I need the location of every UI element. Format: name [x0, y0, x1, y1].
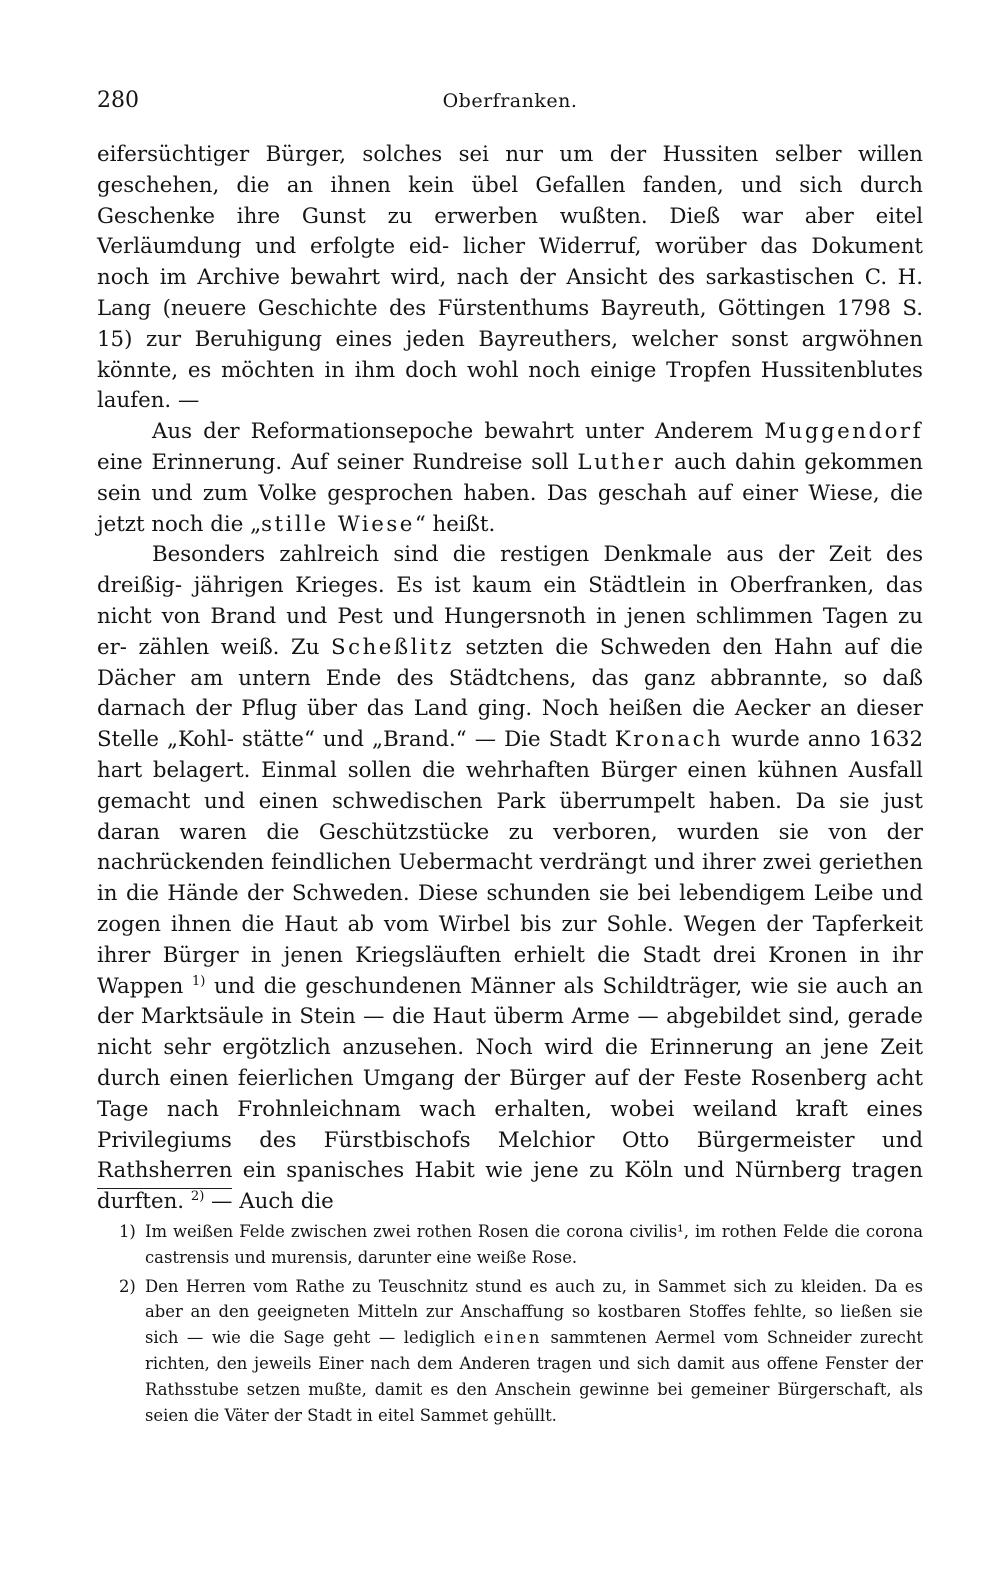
footnote-marker: 2)	[119, 1276, 136, 1296]
main-text	[97, 140, 923, 1218]
footnote-ref-1[interactable]: 1)	[191, 973, 206, 989]
footnote-text-b: sammtenen Aermel vom Schneider zurecht richten, den jeweils Einer nach dem Anderen tragen und sich damit aus offene Fenster der Rathsstube setzen mußte, damit es den Anschein gewinne bei gemeiner Bürgerschaft, als seien die Väter der Stadt in eitel Sammet gehüllt.	[145, 1328, 923, 1425]
paragraph-3-text-d: und die geschundenen Männer als Schildträger, wie sie auch an der Marktsäule in Stein — die Haut überm Arme — abgebildet sind, gerade nicht sehr ergötzlich anzusehen. Noch wird die Erinnerung an jene Zeit durch einen feierlichen Umgang der Bürger auf der Feste Rosenberg acht Tage nach Frohnleichnam wach erhalten, wobei weiland kraft eines Privilegiums des Fürstbischofs Melchior Otto Bürgermeister und Rathsherren ein spanisches Habit wie jene zu Köln und Nürnberg tragen durften.	[97, 973, 924, 1215]
footnote-divider	[97, 1188, 232, 1189]
footnote-text: Im weißen Felde zwischen zwei rothen Rosen die corona civilis¹, im rothen Felde die corona castrensis und murensis, darunter eine weiße Rose.	[145, 1222, 923, 1267]
footnote-2	[97, 1274, 923, 1429]
paragraph-3-text-a: Besonders zahlreich sind die restigen Denkmale aus der Zeit des dreißig‑ jährigen Krieges. Es ist kaum ein Städtlein in Oberfranken, das nicht von Brand und Pest und Hungersnoth in jenen schlimmen Tagen zu er‑ zählen weiß. Zu	[97, 542, 923, 660]
paragraph-3-text-e: — Auch die	[204, 1189, 334, 1215]
paragraph-1-text: eifersüchtiger Bürger, solches sei nur um der Hussiten selber willen geschehen, die an ihnen kein übel Gefallen fanden, und sich durch Geschenke ihre Gunst zu erwerben wußten. Dieß war aber eitel Verläumdung und erfolgte eid‑ licher Widerruf, worüber das Dokument noch im Archive bewahrt wird, nach der Ansicht des sarkastischen C. H. Lang (neuere Geschichte des Fürstenthums Bayreuth, Göttingen 1798 S. 15) zur Beruhigung eines jeden Bayreuthers, welcher sonst argwöhnen könnte, es möchten in ihm doch wohl noch einige Tropfen Hussitenblutes laufen. —	[97, 142, 923, 414]
paragraph-3-text-b: setzten die Schweden den Hahn auf die Dächer am untern Ende des Städtchens, das ganz abbrannte, so daß darnach der Pflug über das Land ging. Noch heißen die Aecker an dieser Stelle „Kohl‑ stätte“ und „Brand.“ — Die Stadt	[97, 634, 924, 753]
paragraph-2-text-d: “ heißt.	[414, 511, 496, 537]
footnote-marker: 1)	[119, 1222, 136, 1241]
paragraph-1	[97, 140, 923, 417]
paragraph-2-text-b: eine Erinnerung. Auf seiner Rundreise soll	[97, 449, 578, 475]
page-header	[97, 88, 923, 118]
paragraph-2-text-a: Aus der Reformationsepoche bewahrt unter Anderem	[152, 419, 765, 445]
paragraph-3	[97, 540, 923, 1218]
place-muggendorf: Muggendorf	[764, 419, 923, 445]
running-head: Oberfranken.	[442, 90, 578, 112]
name-stille-wiese: stille Wiese	[261, 511, 415, 537]
paragraph-3-text-c: wurde anno 1632 hart belagert. Einmal sollen die wehrhaften Bürger einen kühnen Ausfall gemacht und einen schwedischen Park überrumpelt haben. Da sie just daran waren die Geschützstücke zu verboren, wurden sie von der nachrückenden feindlichen Uebermacht verdrängt und ihrer zwei geriethen in die Hände der Schweden. Diese schunden sie bei lebendigem Leibe und zogen ihnen die Haut ab vom Wirbel bis zur Sohle. Wegen der Tapferkeit ihrer Bürger in jenen Kriegsläuften erhielt die Stadt drei Kronen in ihr Wappen	[97, 727, 923, 999]
place-schesslitz: Scheßlitz	[331, 634, 455, 660]
footnote-emphasis: einen	[483, 1328, 542, 1348]
footnote-ref-2[interactable]: 2)	[190, 1189, 205, 1204]
paragraph-2	[97, 417, 923, 540]
footnotes	[97, 1219, 923, 1431]
place-kronach: Kronach	[614, 727, 724, 753]
footnote-text-a: Den Herren vom Rathe zu Teuschnitz stund es auch zu, in Sammet sich zu kleiden. Da es aber an den geeigneten Mitteln zur Anschaffung so kostbaren Stoffes fehlte, so ließen sie sich — wie die Sage geht — lediglich	[145, 1276, 923, 1348]
paragraph-2-text-c: auch dahin gekommen sein und zum Volke gesprochen haben. Das geschah auf einer Wiese, die jetzt noch die „	[97, 449, 923, 537]
name-luther: Luther	[577, 449, 666, 475]
page-number: 280	[97, 88, 139, 113]
footnote-1	[97, 1219, 923, 1271]
